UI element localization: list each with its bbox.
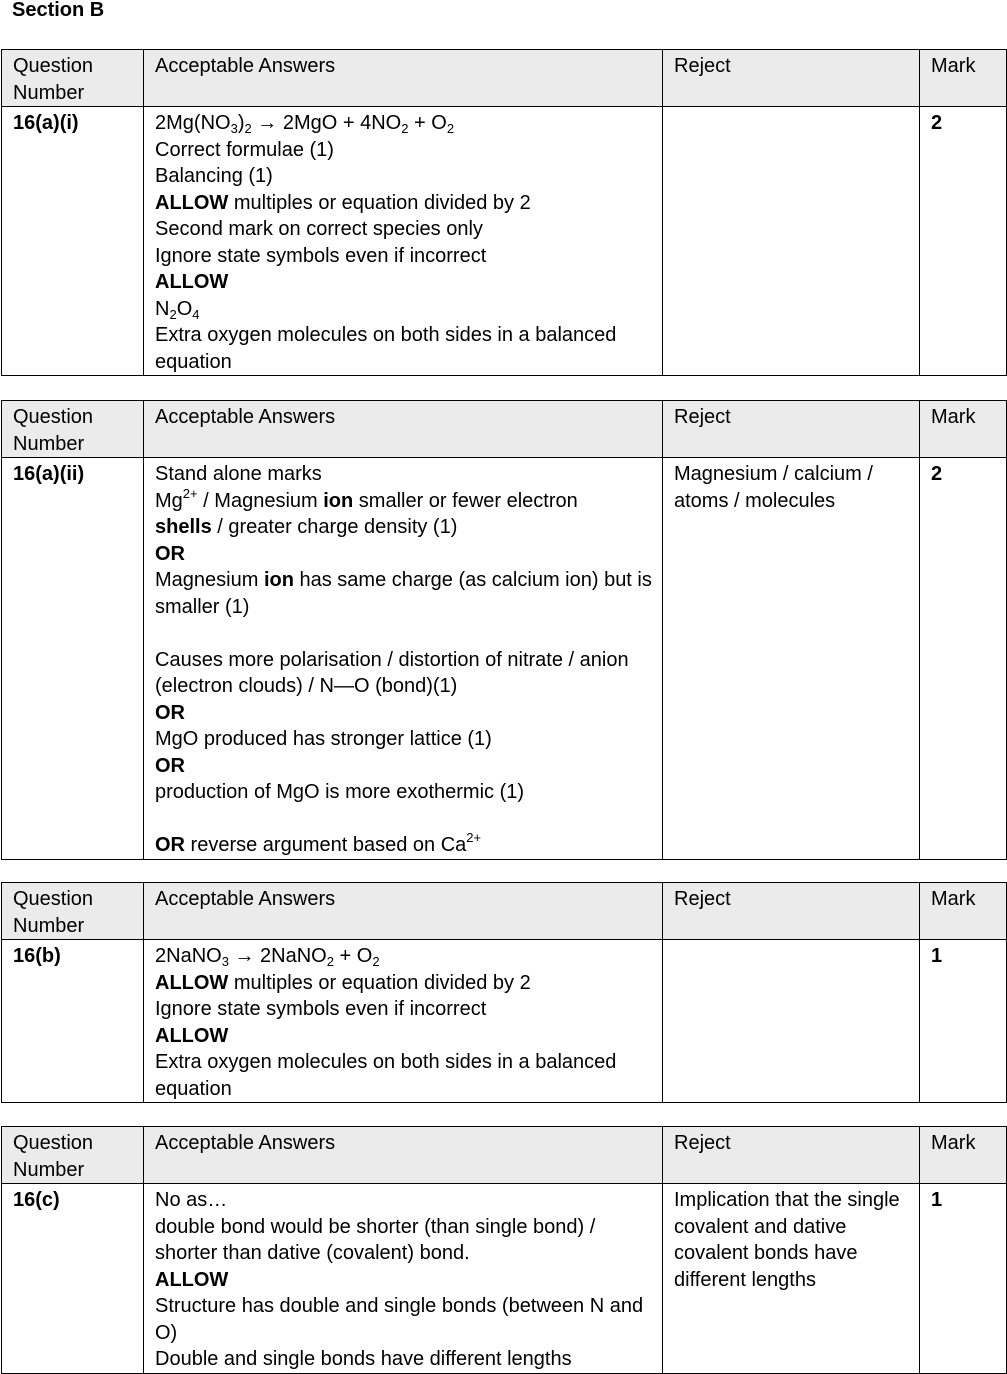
header-reject: Reject [663, 50, 920, 107]
header-question-number: Question Number [2, 50, 144, 107]
answer-line: double bond would be shorter (than single bond) / shorter than dative (covalent) bond. [155, 1215, 596, 1264]
mark-scheme-table-16aii [1, 400, 1007, 860]
header-row [2, 401, 1007, 458]
header-mark: Mark [920, 401, 1007, 458]
answer-line: Causes more polarisation / distortion of nitrate / anion (electron clouds) / N—O (bond)(1) [155, 648, 629, 697]
answer-line: Correct formulae (1) [155, 138, 334, 161]
answer-line: MgO produced has stronger lattice (1) [155, 728, 492, 750]
header-row [2, 50, 1007, 107]
mark-value: 2 [920, 107, 1007, 376]
question-number: 16(b) [2, 940, 144, 1103]
answer-line: Stand alone marks [155, 463, 322, 485]
header-reject: Reject [663, 883, 920, 940]
header-mark: Mark [920, 1127, 1007, 1184]
reject-cell: Implication that the single covalent and dative covalent bonds have different lengths [663, 1184, 920, 1374]
header-reject: Reject [663, 401, 920, 458]
mark-value: 1 [920, 940, 1007, 1103]
header-row [2, 883, 1007, 940]
or-label: OR [155, 754, 185, 777]
acceptable-answers [144, 107, 663, 376]
reject-cell [663, 107, 920, 376]
formula-n2o4: $N_2O_4$ [155, 297, 200, 322]
mark-value: 2 [920, 458, 1007, 860]
equation: $2Mg(NO_3)_2 \to 2MgO + 4NO_2 + O_2$ [155, 112, 455, 136]
answer-line: No as… [155, 1189, 228, 1211]
answer-line: Magnesium ion has same charge (as calcium ion) but is smaller (1) [155, 569, 652, 618]
header-reject: Reject [663, 1127, 920, 1184]
answer-line: Balancing (1) [155, 165, 273, 187]
header-acceptable-answers: Acceptable Answers [144, 401, 663, 458]
header-mark: Mark [920, 883, 1007, 940]
answer-line: shells / greater charge density (1) [155, 516, 458, 538]
or-label: OR [155, 542, 185, 565]
header-question-number: Question Number [2, 1127, 144, 1184]
header-question-number: Question Number [2, 883, 144, 940]
section-title: Section B [12, 0, 105, 21]
question-number: 16(c) [2, 1184, 144, 1374]
reject-cell: Magnesium / calcium / atoms / molecules [663, 458, 920, 860]
equation: 2NaNO$_3$ → 2NaNO$_2$ + $O_2$ [155, 945, 380, 969]
mark-scheme-table-16c [1, 1126, 1007, 1374]
answer-line: $Mg^{2+}$ / Magnesium ion smaller or fewer electron [155, 485, 578, 512]
acceptable-answers [144, 940, 663, 1103]
header-acceptable-answers: Acceptable Answers [144, 883, 663, 940]
header-row [2, 1127, 1007, 1184]
answer-line: ALLOW multiples or equation divided by 2 [155, 971, 531, 994]
question-number: 16(a)(i) [2, 107, 144, 376]
mark-scheme-table-16ai [1, 49, 1007, 376]
header-acceptable-answers: Acceptable Answers [144, 1127, 663, 1184]
answer-line: Extra oxygen molecules on both sides in a balanced equation [155, 324, 617, 373]
answer-line: Structure has double and single bonds (between N and O) [155, 1295, 644, 1344]
header-mark: Mark [920, 50, 1007, 107]
question-number: 16(a)(ii) [2, 458, 144, 860]
answer-line: Second mark on correct species only [155, 218, 483, 240]
answer-row [2, 107, 1007, 376]
answer-row [2, 940, 1007, 1103]
header-question-number: Question Number [2, 401, 144, 458]
answer-line: Ignore state symbols even if incorrect [155, 998, 487, 1020]
answer-line: OR reverse argument based on $Ca^{2+}$ [155, 830, 482, 856]
answer-line: ALLOW multiples or equation divided by 2 [155, 191, 531, 214]
or-label: OR [155, 701, 185, 724]
allow-label: ALLOW [155, 1024, 229, 1047]
answer-line: Double and single bonds have different lengths [155, 1348, 572, 1370]
acceptable-answers [144, 1184, 663, 1374]
answer-row [2, 1184, 1007, 1374]
answer-line: Ignore state symbols even if incorrect [155, 244, 487, 267]
mark-scheme-table-16b [1, 882, 1007, 1103]
allow-label: ALLOW [155, 1268, 229, 1291]
header-acceptable-answers: Acceptable Answers [144, 50, 663, 107]
answer-line: production of MgO is more exothermic (1) [155, 781, 525, 803]
reject-cell [663, 940, 920, 1103]
answer-row [2, 458, 1007, 860]
allow-label: ALLOW [155, 271, 229, 293]
answer-line: Extra oxygen molecules on both sides in a balanced equation [155, 1051, 617, 1100]
mark-value: 1 [920, 1184, 1007, 1374]
acceptable-answers [144, 458, 663, 860]
